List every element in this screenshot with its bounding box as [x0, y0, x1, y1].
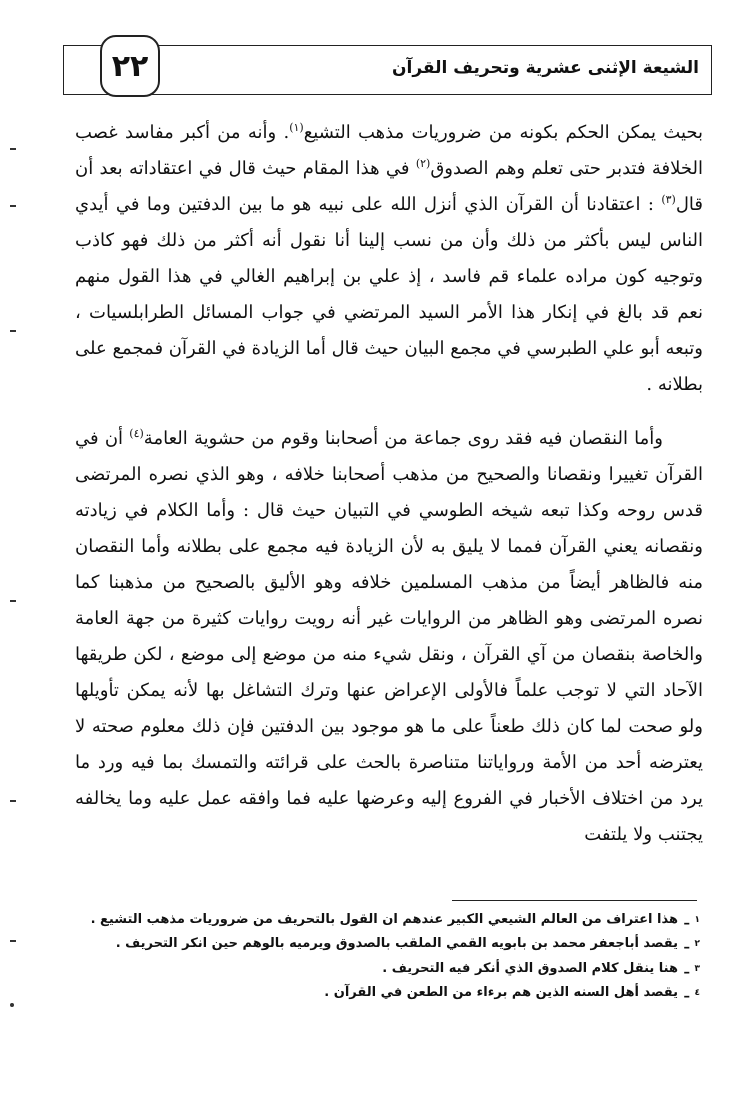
footnote-text: يقصد أهل السنه الذين هم برءاء من الطعن في القرآن . — [324, 984, 678, 1000]
paragraph-1-part-b: . وأنه من أكبر مفاسد غصب الخلافة فتدبر حتى تعلم وهم الصدوق — [75, 122, 703, 179]
paragraph-1-part-d: : اعتقادنا أن القرآن الذي أنزل الله على نبيه هو ما بين الدفتين وما في أيدي الناس ليس بأكثر من ذلك وأن من نسب إلينا أنا نقول أنه أكثر من ذلك فهو كاذب وتوجيه كون مراده علماء قم فاسد ، إذ علي بن إبراهيم الغالي في هذا القول منهم نعم قد بالغ في إنكار هذا الأمر السيد المرتضي في جواب المسائل الطرابلسيات ، وتبعه أبو علي الطبرسي في مجمع البيان حيث قال أما الزيادة في القرآن فمجمع على بطلانه . — [75, 194, 703, 395]
footnote-marker: $^١$ – — [683, 915, 700, 932]
scan-margin-mark — [10, 940, 16, 942]
footnote-1 — [60, 910, 700, 934]
paragraph-1 — [75, 115, 703, 403]
footnote-number: ١ — [694, 915, 700, 925]
main-text — [75, 115, 703, 853]
footnote-number: ٢ — [694, 939, 700, 950]
footnote-marker: $^٢$ – — [683, 939, 700, 956]
page-number: ٢٢ — [100, 35, 160, 97]
footnote-3 — [60, 959, 700, 983]
footnote-2 — [60, 934, 700, 958]
running-header — [63, 45, 712, 95]
scan-margin-mark — [10, 600, 16, 602]
footnote-marker: $^٣$ – — [683, 963, 700, 980]
footnote-text: هنا ينقل كلام الصدوق الذي أنكر فيه التحريف . — [382, 960, 678, 976]
footnote-number: ٤ — [694, 987, 700, 998]
scan-margin-mark — [10, 205, 16, 207]
scan-margin-dot — [10, 1003, 14, 1007]
paragraph-2 — [75, 421, 703, 853]
footnote-ref-2: (٢) — [415, 157, 431, 170]
footnote-separator — [452, 900, 697, 901]
footnotes — [60, 910, 700, 1007]
footnote-marker: $^٤$ – — [683, 987, 700, 1005]
running-title: الشيعة الإثنى عشرية وتحريف القرآن — [392, 58, 699, 78]
footnote-text: هذا اعتراف من العالم الشيعي الكبير عندهم ان القول بالتحريف من ضروريات مذهب التشيع . — [90, 912, 678, 927]
footnote-ref-3: (٣) — [661, 193, 676, 206]
footnote-ref-4: (٤) — [129, 427, 144, 440]
footnote-number: ٣ — [694, 963, 700, 974]
paragraph-1-part-a: بحيث يمكن الحكم بكونه من ضروريات مذهب التشيع — [303, 122, 704, 143]
footnote-4 — [60, 983, 700, 1007]
paragraph-2-part-b: أن في القرآن تغييرا ونقصانا والصحيح من مذهب أصحابنا خلافه ، وهو الذي نصره المرتضى قدس روحه وكذا تبعه شيخه الطوسي في التبيان حيث قال : وأما الكلام في زيادته ونقصانه يعني القرآن فمما لا يليق به لأن الزيادة فيه مجمع على بطلانه وأما النقصان منه فالظاهر أيضاً من مذهب المسلمين خلافه وهو الأليق بالصحيح من مذهبنا كما نصره المرتضى وهو الظاهر من الروايات غير أنه رويت روايات كثيرة من جهة العامة والخاصة بنقصان من آي القرآن ، ونقل شيء منه من موضع إلى موضع ، لكن طريقها الآحاد التي لا توجب علماً فالأولى الإعراض عنها وترك التشاغل بها لأنه يمكن تأويلها ولو صحت لما كان ذلك طعناً على ما هو موجود بين الدفتين فإن ذلك معلوم صحته لا يعترضه أحد من الأمة ورواياتنا متناصرة بالحث على قرائته والتمسك بما فيه ورد ما يرد من اختلاف الأخبار في الفروع إليه وعرضها عليه فما وافقه عمل عليه وما يخالفه يجتنب ولا يلتفت — [75, 428, 703, 845]
scan-margin-mark — [10, 800, 16, 802]
scan-margin-mark — [10, 148, 16, 150]
footnote-text: يقصد أباجعفر محمد بن بابويه القمي الملقب بالصدوق ويرميه بالوهم حين انكر التحريف . — [115, 936, 678, 952]
paragraph-2-part-a: وأما النقصان فيه فقد روى جماعة من أصحابنا وقوم من حشوية العامة — [143, 428, 663, 449]
scan-margin-mark — [10, 330, 16, 332]
paragraph-1-part-c: في هذا المقام حيث قال في اعتقاداته بعد أن قال — [75, 158, 703, 215]
footnote-ref-1: (١) — [289, 121, 304, 134]
